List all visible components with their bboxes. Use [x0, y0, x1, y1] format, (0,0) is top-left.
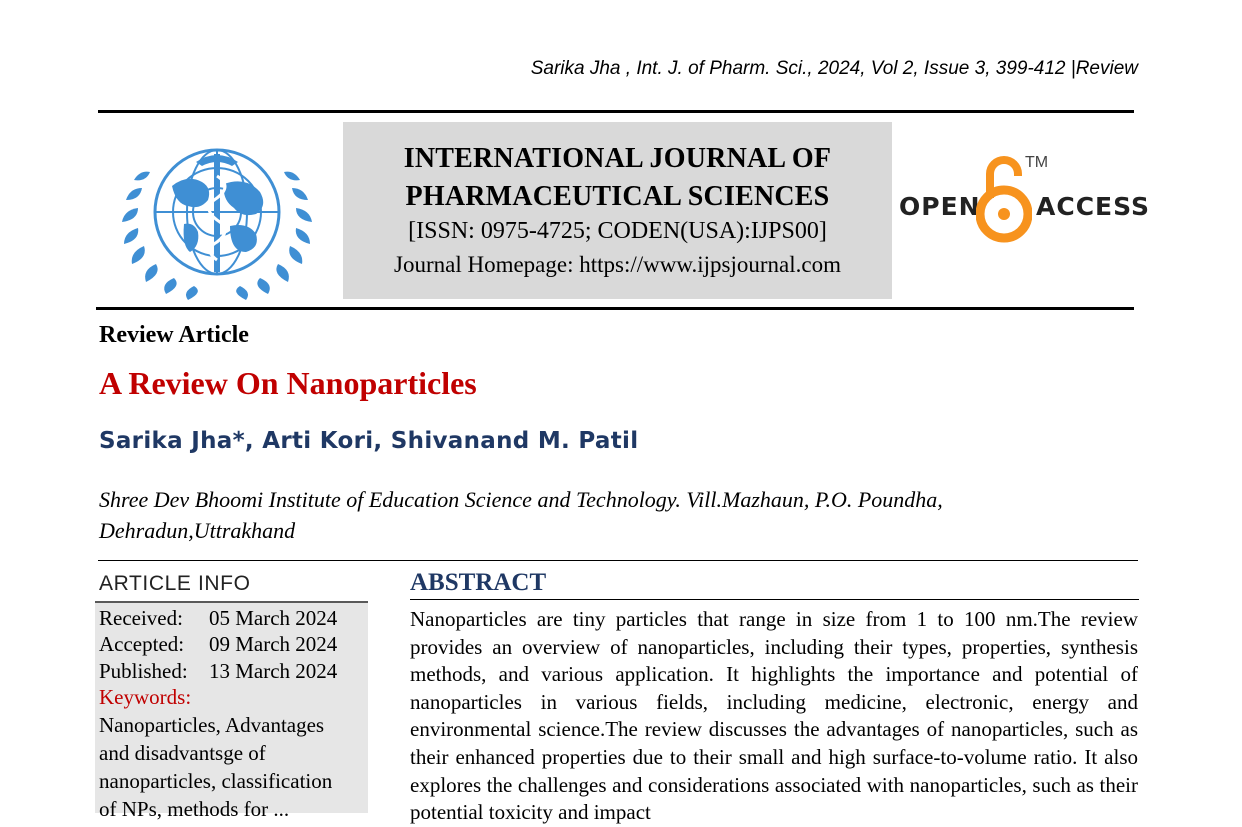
received-row [99, 606, 337, 631]
journal-homepage: Journal Homepage: https://www.ijpsjournal.com [394, 252, 841, 277]
trademark-mark: TM [1025, 154, 1049, 171]
received-label: Received: [99, 606, 183, 630]
running-header: Sarika Jha , Int. J. of Pharm. Sci., 2024, Vol 2, Issue 3, 399-412 |Review [530, 58, 1138, 79]
journal-name [343, 140, 892, 216]
abstract-text: Nanoparticles are tiny particles that range in size from 1 to 100 nm.The review provides an overview of nanoparticles, including their types, properties, synthesis methods, and various application. It highlights the importance and potential of nanoparticles in various fields, including medicine, electronic, energy and environmental science.The review discusses the advantages of nanoparticles, such as their enhanced properties due to their small and high surface-to-volume ratio. It also explores the challenges and considerations associated with nanoparticles, such as their potential toxicity and impact [410, 607, 1138, 825]
received-date: 05 March 2024 [209, 606, 338, 630]
journal-info-box [343, 122, 892, 299]
header-rule-bottom [96, 307, 1134, 310]
published-row [99, 659, 337, 684]
article-title: A Review On Nanoparticles [99, 365, 477, 401]
journal-emblem-logo [112, 126, 322, 302]
open-access-open-text: OPEN [899, 192, 981, 221]
header-rule-top [98, 110, 1134, 113]
open-access-logo [897, 152, 1151, 247]
journal-name-line2: PHARMACEUTICAL SCIENCES [405, 181, 830, 212]
article-type: Review Article [99, 322, 249, 348]
journal-name-line1: INTERNATIONAL JOURNAL OF [403, 143, 832, 174]
accepted-row [99, 632, 337, 657]
accepted-label: Accepted: [99, 632, 185, 656]
published-date: 13 March 2024 [209, 659, 338, 683]
open-lock-icon [976, 152, 1032, 244]
keywords-label: Keywords: [99, 685, 192, 709]
author-affiliation [99, 484, 1059, 546]
journal-issn: [ISSN: 0975-4725; CODEN(USA):IJPS00] [408, 218, 827, 244]
keywords-text: Nanoparticles, Advantages and disadvantsge of nanoparticles, classification of NPs, methods for ... [99, 713, 333, 821]
abstract-heading: ABSTRACT [410, 569, 547, 596]
accepted-date: 09 March 2024 [209, 632, 338, 656]
article-info-heading: ARTICLE INFO [99, 572, 251, 595]
affiliation-line2: Dehradun,Uttrakhand [99, 518, 296, 543]
published-label: Published: [99, 659, 188, 683]
affiliation-line1: Shree Dev Bhoomi Institute of Education Science and Technology. Vill.Mazhaun, P.O. Poundha, [99, 487, 943, 512]
abstract-rule [410, 599, 1139, 600]
article-info-box [95, 601, 368, 821]
open-access-access-text: ACCESS [1036, 192, 1151, 221]
author-list: Sarika Jha*, Arti Kori, Shivanand M. Patil [99, 428, 639, 454]
section-divider [98, 560, 1138, 561]
